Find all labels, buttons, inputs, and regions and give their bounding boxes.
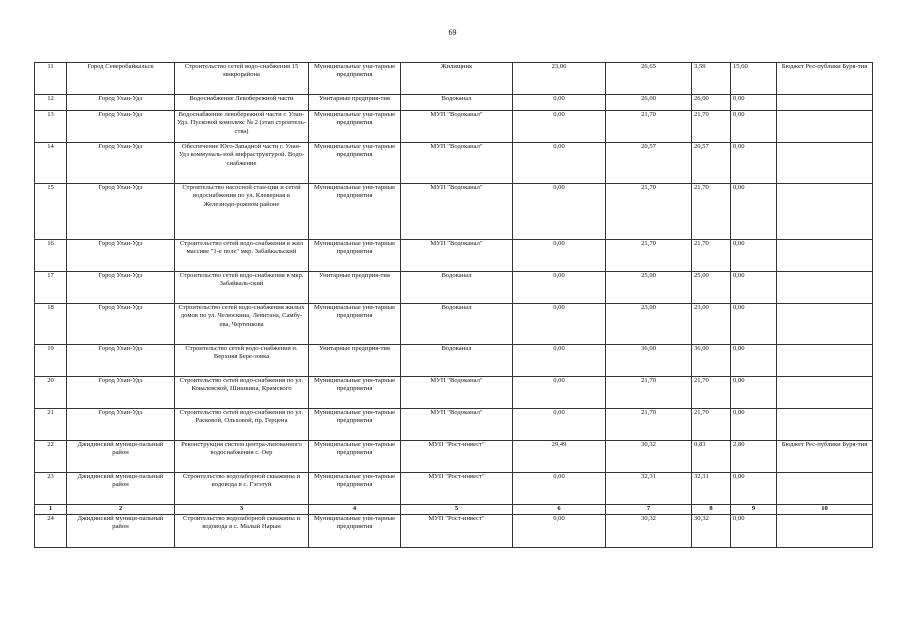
value-col-6: 0,00	[513, 515, 606, 548]
row-number: 16	[35, 240, 67, 272]
area-name: Город Северобайкальск	[67, 63, 175, 95]
project-name: Строительство водозаборной скважины и водовода в с. Гэгэтуй	[175, 473, 309, 505]
table-row	[35, 111, 873, 143]
value-col-6: 0,00	[513, 272, 606, 304]
organization-type: Муниципальные уни-тарные предприятия	[309, 473, 401, 505]
value-col-9: 0,00	[731, 184, 777, 240]
value-col-7: 21,70	[606, 240, 692, 272]
value-col-8: 23,00	[692, 304, 731, 345]
value-col-9: 0,00	[731, 409, 777, 441]
organization-type: Муниципальные уни-тарные предприятия	[309, 184, 401, 240]
executor-name: МУП "Водоканал"	[401, 240, 513, 272]
table-row	[35, 377, 873, 409]
executor-name: МУП "Рост-инвест"	[401, 441, 513, 473]
row-number: 15	[35, 184, 67, 240]
value-col-6: 29,49	[513, 441, 606, 473]
row-number: 14	[35, 143, 67, 184]
value-col-8: 21,70	[692, 111, 731, 143]
funding-source	[777, 240, 873, 272]
value-col-8: 21,70	[692, 184, 731, 240]
value-col-6: 0,00	[513, 345, 606, 377]
value-col-9: 0,00	[731, 272, 777, 304]
funding-source	[777, 377, 873, 409]
project-name: Водоснабжение левобережной части г. Улан-Удэ. Пусковой комплекс № 2 (этап строитель-ства)	[175, 111, 309, 143]
value-col-7: 20,57	[606, 143, 692, 184]
funding-source	[777, 304, 873, 345]
value-col-6: 0,00	[513, 111, 606, 143]
table-row	[35, 184, 873, 240]
value-col-8: 30,32	[692, 515, 731, 548]
executor-name: МУП "Водоканал"	[401, 143, 513, 184]
area-name: Город Улан-Удэ	[67, 345, 175, 377]
funding-source	[777, 111, 873, 143]
column-number: 1	[35, 505, 67, 515]
value-col-9: 0,00	[731, 345, 777, 377]
value-col-8: 21,70	[692, 240, 731, 272]
value-col-6: 0,00	[513, 473, 606, 505]
column-number: 5	[401, 505, 513, 515]
table-row	[35, 441, 873, 473]
table-row	[35, 409, 873, 441]
area-name: Город Улан-Удэ	[67, 111, 175, 143]
value-col-8: 21,70	[692, 377, 731, 409]
value-col-9: 2,80	[731, 441, 777, 473]
funding-source: Бюджет Рес-публики Буря-тия	[777, 63, 873, 95]
value-col-7: 25,00	[606, 272, 692, 304]
value-col-8: 3,59	[692, 63, 731, 95]
value-col-9: 15,60	[731, 63, 777, 95]
project-name: Водоснабжение Левобережной части	[175, 95, 309, 111]
funding-source	[777, 345, 873, 377]
project-name: Строительство сетей водо-снабжения п. Верхняя Бере-зовка	[175, 345, 309, 377]
value-col-7: 26,65	[606, 63, 692, 95]
table-row	[35, 272, 873, 304]
area-name: Город Улан-Удэ	[67, 377, 175, 409]
column-number: 4	[309, 505, 401, 515]
project-name: Строительство сетей водо-снабжения в мкр. Забайкаль-ский	[175, 272, 309, 304]
organization-type: Унитарные предприя-тия	[309, 345, 401, 377]
value-col-8: 36,00	[692, 345, 731, 377]
value-col-9: 0,00	[731, 377, 777, 409]
area-name: Джидинский муници-пальный район	[67, 441, 175, 473]
funding-source	[777, 272, 873, 304]
value-col-7: 21,70	[606, 409, 692, 441]
project-name: Строительство водозаборной скважины и водовода в с. Малый Нарын	[175, 515, 309, 548]
value-col-9: 0,00	[731, 143, 777, 184]
organization-type: Муниципальные уни-тарные предприятия	[309, 441, 401, 473]
executor-name: МУП "Водоканал"	[401, 184, 513, 240]
value-col-9: 0,00	[731, 95, 777, 111]
table-row	[35, 240, 873, 272]
value-col-7: 30,32	[606, 441, 692, 473]
column-number: 2	[67, 505, 175, 515]
value-col-6: 0,00	[513, 184, 606, 240]
project-name: Реконструкция систем центра-лизованного водоснабжения с. Оер	[175, 441, 309, 473]
row-number: 24	[35, 515, 67, 548]
table-row	[35, 345, 873, 377]
value-col-7: 32,31	[606, 473, 692, 505]
area-name: Город Улан-Удэ	[67, 409, 175, 441]
row-number: 17	[35, 272, 67, 304]
executor-name: Водоканал	[401, 272, 513, 304]
executor-name: МУП "Водоканал"	[401, 409, 513, 441]
area-name: Город Улан-Удэ	[67, 240, 175, 272]
row-number: 22	[35, 441, 67, 473]
area-name: Джидинский муници-пальный район	[67, 473, 175, 505]
row-number: 21	[35, 409, 67, 441]
value-col-6: 0,00	[513, 95, 606, 111]
area-name: Джидинский муници-пальный район	[67, 515, 175, 548]
table-row	[35, 515, 873, 548]
value-col-6: 0,00	[513, 304, 606, 345]
funding-source	[777, 143, 873, 184]
table-row	[35, 143, 873, 184]
executor-name: МУП "Водоканал"	[401, 111, 513, 143]
table-row	[35, 473, 873, 505]
value-col-8: 20,57	[692, 143, 731, 184]
executor-name: Водоканал	[401, 95, 513, 111]
value-col-8: 0,83	[692, 441, 731, 473]
area-name: Город Улан-Удэ	[67, 143, 175, 184]
funding-source	[777, 95, 873, 111]
value-col-8: 26,00	[692, 95, 731, 111]
organization-type: Муниципальные уни-тарные предприятия	[309, 377, 401, 409]
row-number: 11	[35, 63, 67, 95]
organization-type: Муниципальные уни-тарные предприятия	[309, 515, 401, 548]
table-row	[35, 95, 873, 111]
value-col-6: 23,06	[513, 63, 606, 95]
project-name: Строительство сетей водо-снабжения в жил массиве "1-е поле" мкр. Забайкальский	[175, 240, 309, 272]
value-col-7: 21,70	[606, 377, 692, 409]
value-col-9: 0,00	[731, 240, 777, 272]
row-number: 19	[35, 345, 67, 377]
row-number: 23	[35, 473, 67, 505]
projects-table	[34, 62, 873, 548]
table-row	[35, 63, 873, 95]
executor-name: Водоканал	[401, 345, 513, 377]
column-number: 10	[777, 505, 873, 515]
project-name: Строительство сетей водо-снабжения по ул. Ковалевской, Шишкина, Крамского	[175, 377, 309, 409]
organization-type: Муниципальные уни-тарные предприятия	[309, 111, 401, 143]
area-name: Город Улан-Удэ	[67, 95, 175, 111]
funding-source: Бюджет Рес-публики Буря-тия	[777, 441, 873, 473]
value-col-7: 23,00	[606, 304, 692, 345]
executor-name: МУП "Водоканал"	[401, 377, 513, 409]
value-col-7: 21,70	[606, 184, 692, 240]
organization-type: Унитарные предприя-тия	[309, 95, 401, 111]
row-number: 20	[35, 377, 67, 409]
executor-name: Жилищник	[401, 63, 513, 95]
funding-source	[777, 409, 873, 441]
column-number: 7	[606, 505, 692, 515]
value-col-6: 0,00	[513, 143, 606, 184]
value-col-6: 0,00	[513, 409, 606, 441]
project-name: Обеспечение Юго-Западной части г. Улан-Удэ коммуналь-ной инфраструктурой. Водо-снабжение	[175, 143, 309, 184]
organization-type: Муниципальные уни-тарные предприятия	[309, 304, 401, 345]
value-col-8: 25,00	[692, 272, 731, 304]
column-number: 9	[731, 505, 777, 515]
value-col-7: 36,00	[606, 345, 692, 377]
organization-type: Муниципальные уни-тарные предприятия	[309, 143, 401, 184]
row-number: 18	[35, 304, 67, 345]
value-col-7: 21,70	[606, 111, 692, 143]
area-name: Город Улан-Удэ	[67, 304, 175, 345]
executor-name: МУП "Рост-инвест"	[401, 515, 513, 548]
funding-source	[777, 184, 873, 240]
value-col-7: 26,00	[606, 95, 692, 111]
row-number: 12	[35, 95, 67, 111]
column-number: 3	[175, 505, 309, 515]
executor-name: Водоканал	[401, 304, 513, 345]
page-number: 69	[448, 28, 457, 37]
row-number: 13	[35, 111, 67, 143]
executor-name: МУП "Рост-инвест"	[401, 473, 513, 505]
funding-source	[777, 515, 873, 548]
value-col-8: 32,31	[692, 473, 731, 505]
value-col-7: 30,32	[606, 515, 692, 548]
organization-type: Муниципальные уни-тарные предприятия	[309, 409, 401, 441]
value-col-9: 0,00	[731, 111, 777, 143]
project-name: Строительство сетей водо-снабжения 15 микрорайона	[175, 63, 309, 95]
value-col-9: 0,00	[731, 473, 777, 505]
value-col-6: 0,00	[513, 240, 606, 272]
column-number: 8	[692, 505, 731, 515]
value-col-8: 21,70	[692, 409, 731, 441]
organization-type: Муниципальные уни-тарные предприятия	[309, 240, 401, 272]
area-name: Город Улан-Удэ	[67, 184, 175, 240]
value-col-9: 0,00	[731, 515, 777, 548]
funding-source	[777, 473, 873, 505]
column-number-row	[35, 505, 873, 515]
column-number: 6	[513, 505, 606, 515]
area-name: Город Улан-Удэ	[67, 272, 175, 304]
value-col-6: 0,00	[513, 377, 606, 409]
project-name: Строительство сетей водо-снабжения жилых домов по ул. Челюскина, Левитана, Самбу-ева, Чертенкова	[175, 304, 309, 345]
organization-type: Муниципальные уни-тарные предприятия	[309, 63, 401, 95]
organization-type: Унитарные предприя-тия	[309, 272, 401, 304]
project-name: Строительство насосной стан-ции и сетей водоснабжения по ул. Клеверная в Железнодо-рожном районе	[175, 184, 309, 240]
project-name: Строительство сетей водо-снабжения по ул. Расковой, Ольховой, пр. Герцена	[175, 409, 309, 441]
value-col-9: 0,00	[731, 304, 777, 345]
table-row	[35, 304, 873, 345]
